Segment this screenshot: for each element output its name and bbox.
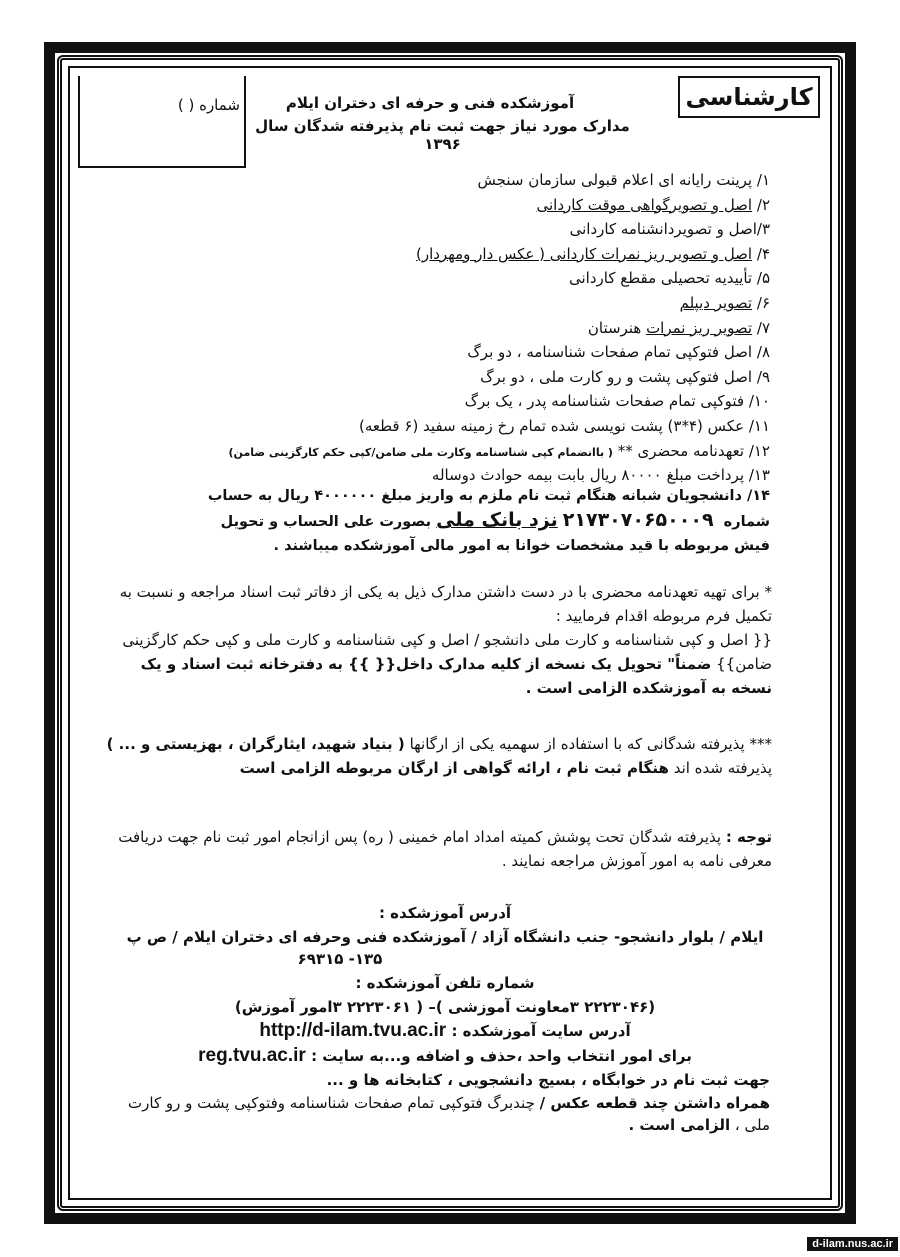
list-item: ۵/ تأییدیه تحصیلی مقطع کاردانی [569, 269, 770, 288]
list-item: ۸/ اصل فتوکپی تمام صفحات شناسنامه ، دو برگ [467, 343, 770, 362]
dorm-note: جهت ثبت نام در خوابگاه ، بسیج دانشجویی ، کتابخانه ها و ... [326, 1071, 770, 1089]
number-box [78, 76, 246, 168]
website-line: آدرس سایت آموزشکده : http://d-ilam.tvu.ac.ir [259, 1020, 631, 1041]
notary-note: * برای تهیه تعهدنامه محضری با در دست داشتن مدارک ذیل به یکی از دفاتر ثبت اسناد مراجعه و نسبت به تکمیل فرم مربوطه اقدام فرمایید : {{ اصل و کپی شناسنامه و کارت ملی دانشجو / اصل و کپی شناسنامه و کارت ملی و کپی حکم کارگزینی ضامن}} ضمناً" تحویل یک نسخه از کلیه مدارک داخل{{ }} به دفترخانه ثبت اسناد و یک نسخه به آموزشکده الزامی است . [119, 583, 772, 697]
registration-link[interactable]: reg.tvu.ac.ir [198, 1045, 306, 1066]
phone-title: شماره تلفن آموزشکده : [355, 974, 535, 992]
list-item: ۲/ اصل و تصویرگواهی موقت کاردانی [536, 195, 770, 214]
address-title: آدرس آموزشکده : [378, 904, 512, 922]
requirements-list [135, 168, 770, 488]
list-item: ۱۰/ فتوکپی تمام صفحات شناسنامه پدر ، یک برگ [464, 392, 770, 411]
website-link[interactable]: http://d-ilam.tvu.ac.ir [259, 1020, 447, 1041]
quota-note: *** پذیرفته شدگانی که با استفاده از سهمیه یکی از ارگانها ( بنیاد شهید، ایثارگران ، بهزیستی و ... ) پذیرفته شده اند هنگام ثبت نام ، ارائه گواهی از ارگان مربوطه الزامی است [106, 735, 772, 777]
institute-title: آموزشکده فنی و حرفه ای دختران ایلام [285, 94, 575, 112]
registration-line: برای امور انتخاب واحد ،حذف و اضافه و...به سایت : reg.tvu.ac.ir [198, 1045, 692, 1066]
degree-label-box: کارشناسی [678, 76, 820, 118]
list-item: ۱/ پرینت رایانه ای اعلام قبولی سازمان سنجش [477, 171, 770, 189]
list-item: ۳/اصل و تصویردانشنامه کاردانی [569, 220, 770, 239]
relief-committee-note: توجه : پذیرفته شدگان تحت پوشش کمیته امداد امام خمینی ( ره) پس ازانجام امور ثبت نام جهت دریافت معرفی نامه به امور آموزش مراجعه نمایند . [118, 828, 772, 870]
list-item: ۱۱/ عکس (۴*۳) پشت نویسی شده تمام رخ زمینه سفید (۶ قطعه) [359, 416, 770, 435]
site-watermark: d-ilam.nus.ac.ir [807, 1237, 898, 1251]
address-line: ایلام / بلوار دانشجو- جنب دانشگاه آزاد / آموزشکده فنی وحرفه ای دختران ایلام / ص پ [126, 928, 764, 946]
document-title: مدارک مورد نیاز جهت ثبت نام پذیرفته شدگان سال ۱۳۹۶ [255, 117, 630, 153]
list-item: ۶/ تصویر دیپلم [679, 293, 770, 312]
list-item: ۹/ اصل فتوکپی پشت و رو کارت ملی ، دو برگ [480, 367, 770, 386]
list-item: ۱۲/ تعهدنامه محضری ** ( باانضمام کپی شناسنامه وکارت ملی ضامن/کپی حکم کارگزینی ضامن) [228, 441, 770, 460]
list-item: ۱۳/ پرداخت مبلغ ۸۰۰۰۰ ریال بابت بیمه حوادث دوساله [431, 466, 770, 485]
account-number: ۲۱۷۳۰۷۰۶۵۰۰۰۹ [562, 509, 714, 531]
item-14-payment: ۱۴/ دانشجویان شبانه هنگام ثبت نام ملزم به واریز مبلغ ۴۰۰۰۰۰۰ ریال به حساب شماره ۲۱۷۳۰۷۰۶۵۰۰۰۹ نزد بانک ملی بصورت علی الحساب و تحویل فیش مربوطه با قید مشخصات خوانا به امور مالی آموزشکده میباشند . [207, 488, 770, 554]
list-item: ۴/ اصل و تصویر ریز نمرات کاردانی ( عکس دار ومهردار) [415, 244, 770, 263]
form-number: شماره ( ) [177, 96, 240, 114]
phone-numbers: (۲۲۲۳۰۴۶ ۳معاونت آموزشی )– ( ۲۲۲۳۰۶۱ ۳امور آموزش) [234, 998, 656, 1016]
list-item: ۷/ تصویر ریز نمرات هنرستان [587, 318, 770, 337]
photo-note: همراه داشتن چند قطعه عکس / چندبرگ فتوکپی تمام صفحات شناسنامه وفتوکپی پشت و رو کارت ملی ، الزامی است . [128, 1094, 770, 1134]
postal-code: ۱۳۵- ۶۹۳۱۵ [297, 950, 383, 968]
